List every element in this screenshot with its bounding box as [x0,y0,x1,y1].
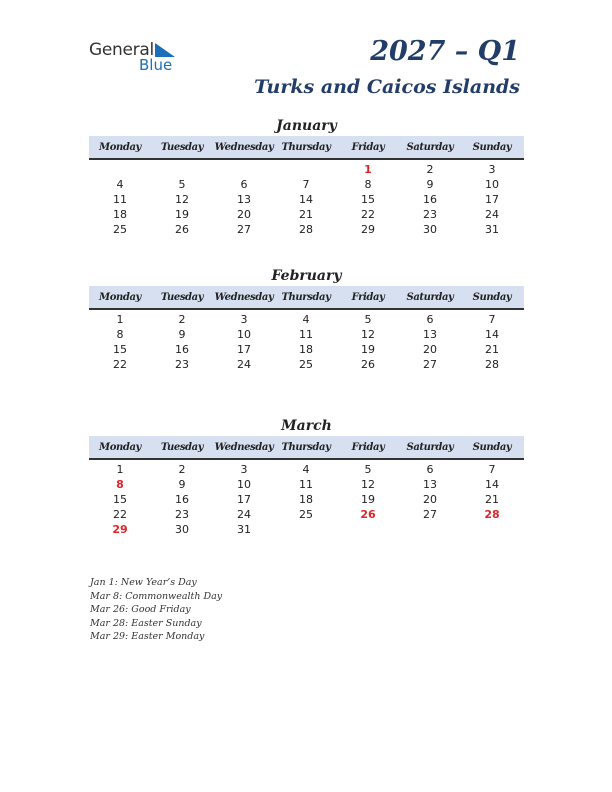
day-cell: 23 [175,358,189,371]
day-cell: 8 [116,478,124,491]
day-cell: 27 [423,358,437,371]
day-cell: 9 [178,478,186,491]
week-row [89,342,524,357]
week-row [89,462,524,477]
logo [89,40,189,76]
weekday-header: Sunday [472,291,512,303]
empty-day-cell [275,162,337,177]
holiday-note: Mar 26: Good Friday [90,604,191,615]
day-cell: 19 [175,208,189,221]
day-cell: 1 [116,463,124,476]
day-cell: 22 [113,508,127,521]
page-title: 2027 – Q1 [370,36,520,67]
weekday-header: Tuesday [160,141,204,153]
empty-day-cell [89,162,151,177]
holiday-note: Jan 1: New Year’s Day [90,577,197,588]
day-cell: 19 [361,343,375,356]
week-row [89,162,524,177]
day-cell: 22 [113,358,127,371]
day-cell: 15 [113,343,127,356]
weekday-header: Saturday [406,441,454,453]
month-name: January [276,118,337,134]
weekday-header: Saturday [406,141,454,153]
weekday-header: Friday [351,291,385,303]
day-cell: 26 [360,508,376,521]
day-cell: 12 [361,328,375,341]
day-cell: 14 [485,478,499,491]
empty-day-cell [461,522,523,537]
week-row [89,507,524,522]
day-cell: 26 [175,223,189,236]
week-row [89,327,524,342]
weekday-header: Sunday [472,141,512,153]
weekday-header: Wednesday [214,291,274,303]
day-cell: 21 [299,208,313,221]
day-cell: 7 [302,178,310,191]
day-cell: 17 [237,343,251,356]
day-cell: 14 [485,328,499,341]
day-cell: 31 [485,223,499,236]
day-cell: 6 [426,313,434,326]
holiday-notes [90,576,222,644]
day-cell: 28 [484,508,500,521]
week-row [89,492,524,507]
weekday-header: Friday [351,141,385,153]
weekday-header: Tuesday [160,441,204,453]
day-cell: 24 [485,208,499,221]
day-cell: 17 [237,493,251,506]
day-cell: 25 [299,358,313,371]
day-cell: 11 [113,193,127,206]
empty-day-cell [399,522,461,537]
day-cell: 31 [237,523,251,536]
day-cell: 9 [426,178,434,191]
day-cell: 6 [426,463,434,476]
weekday-header: Monday [99,291,141,303]
day-cell: 29 [361,223,375,236]
day-cell: 20 [423,493,437,506]
day-cell: 3 [240,463,248,476]
day-cell: 7 [488,313,496,326]
day-cell: 11 [299,328,313,341]
day-cell: 2 [178,463,186,476]
day-cell: 15 [113,493,127,506]
day-cell: 25 [299,508,313,521]
page-subtitle: Turks and Caicos Islands [254,76,520,98]
day-cell: 15 [361,193,375,206]
weekday-header-row [89,286,524,310]
day-cell: 26 [361,358,375,371]
logo-word-general: General [89,40,154,60]
day-cell: 13 [423,478,437,491]
day-cell: 23 [175,508,189,521]
day-cell: 2 [426,163,434,176]
day-cell: 28 [299,223,313,236]
day-cell: 1 [364,163,372,176]
day-cell: 20 [237,208,251,221]
week-row [89,192,524,207]
day-cell: 4 [302,313,310,326]
day-cell: 16 [423,193,437,206]
day-cell: 13 [423,328,437,341]
day-cell: 7 [488,463,496,476]
month-name: March [281,418,332,434]
day-cell: 13 [237,193,251,206]
day-cell: 10 [237,328,251,341]
month-march [89,416,524,537]
holiday-note: Mar 29: Easter Monday [90,631,205,642]
month-name: February [271,268,342,284]
day-cell: 10 [237,478,251,491]
day-cell: 17 [485,193,499,206]
weekday-header: Sunday [472,441,512,453]
day-cell: 8 [364,178,372,191]
day-cell: 27 [237,223,251,236]
empty-day-cell [337,522,399,537]
week-row [89,522,524,537]
day-cell: 25 [113,223,127,236]
weekday-header-row [89,436,524,460]
week-row [89,222,524,237]
day-cell: 8 [116,328,124,341]
day-cell: 4 [116,178,124,191]
day-cell: 10 [485,178,499,191]
day-cell: 28 [485,358,499,371]
holiday-note: Mar 8: Commonwealth Day [90,590,223,602]
weekday-header-row [89,136,524,160]
weekday-header: Saturday [406,291,454,303]
day-cell: 5 [364,463,372,476]
day-cell: 23 [423,208,437,221]
week-row [89,477,524,492]
day-cell: 14 [299,193,313,206]
day-cell: 3 [488,163,496,176]
day-cell: 18 [299,493,313,506]
weekday-header: Wednesday [214,441,274,453]
weeks [89,460,524,537]
weeks [89,160,524,237]
week-row [89,357,524,372]
day-cell: 24 [237,508,251,521]
day-cell: 5 [178,178,186,191]
empty-day-cell [275,522,337,537]
day-cell: 18 [299,343,313,356]
day-cell: 6 [240,178,248,191]
month-january [89,116,524,237]
weekday-header: Thursday [281,141,331,153]
day-cell: 12 [361,478,375,491]
day-cell: 4 [302,463,310,476]
day-cell: 22 [361,208,375,221]
day-cell: 11 [299,478,313,491]
week-row [89,312,524,327]
logo-word-blue: Blue [139,56,173,74]
weekday-header: Thursday [281,291,331,303]
day-cell: 20 [423,343,437,356]
weekday-header: Friday [351,441,385,453]
day-cell: 16 [175,493,189,506]
day-cell: 24 [237,358,251,371]
day-cell: 30 [175,523,189,536]
day-cell: 5 [364,313,372,326]
week-row [89,207,524,222]
day-cell: 12 [175,193,189,206]
empty-day-cell [151,162,213,177]
day-cell: 29 [112,523,128,536]
weekday-header: Thursday [281,441,331,453]
week-row [89,177,524,192]
day-cell: 9 [178,328,186,341]
empty-day-cell [213,162,275,177]
weeks [89,310,524,372]
day-cell: 1 [116,313,124,326]
day-cell: 19 [361,493,375,506]
day-cell: 30 [423,223,437,236]
weekday-header: Monday [99,141,141,153]
holiday-note: Mar 28: Easter Sunday [90,617,202,629]
day-cell: 3 [240,313,248,326]
weekday-header: Monday [99,441,141,453]
month-february [89,266,524,372]
weekday-header: Tuesday [160,291,204,303]
day-cell: 2 [178,313,186,326]
day-cell: 16 [175,343,189,356]
day-cell: 18 [113,208,127,221]
weekday-header: Wednesday [214,141,274,153]
day-cell: 21 [485,343,499,356]
day-cell: 27 [423,508,437,521]
day-cell: 21 [485,493,499,506]
